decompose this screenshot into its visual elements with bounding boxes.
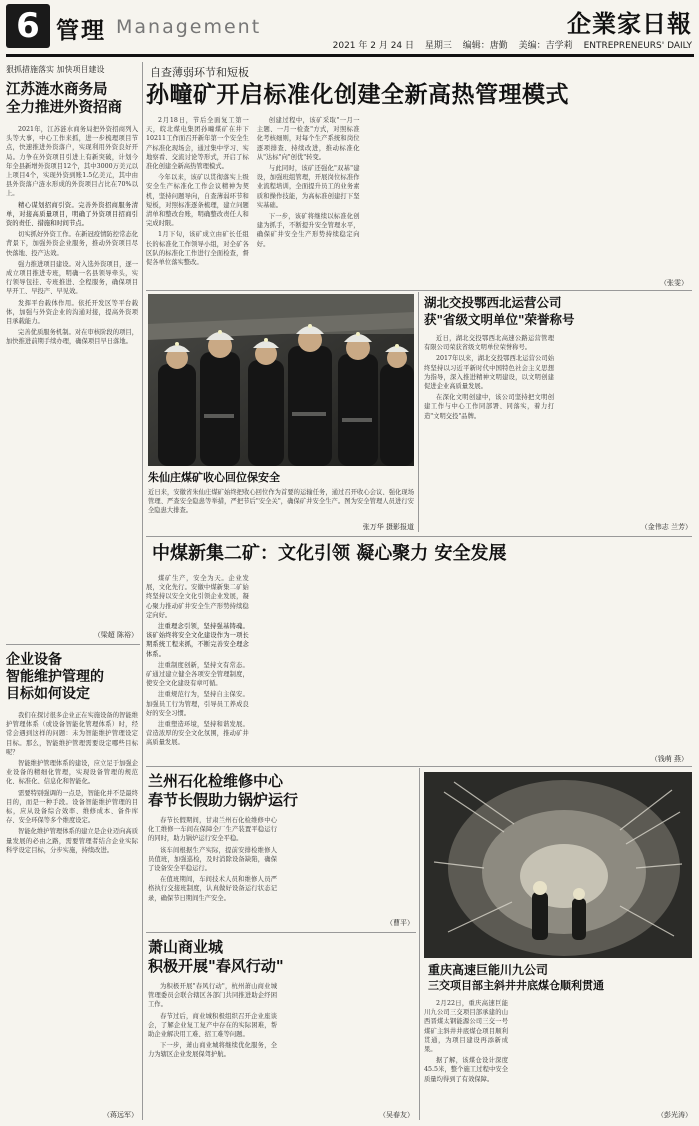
article-xiaoshan	[148, 938, 414, 1120]
paragraph: 切实抓好外资工作。在新冠疫情防控常态化背景下，加强外资企业服务，推动外资项目尽快落地、投产达效。	[6, 231, 138, 257]
section-title: 管理	[56, 18, 106, 44]
caption-text: 近日来，安徽省朱仙庄煤矿始终把收心回位作为首要的运输任务，通过召开收心会议、强化现场管理、严查安全隐患等举措，严把节后"安全关"，确保矿井安全生产。图为安全管理人员进行安全隐患大排查。	[148, 489, 414, 514]
column-divider	[418, 292, 419, 532]
article-headline: 湖北交投鄂西北运营公司	[424, 295, 562, 310]
paragraph: 下一步，该矿将继续以标准化创建为抓手，不断提升安全管理水平，确保矿井安全生产形势持续稳定向好。	[256, 213, 360, 248]
article-byline: （吴春友）	[379, 1111, 414, 1119]
article-headline: 兰州石化检维修中心	[148, 772, 284, 790]
article-body	[146, 574, 692, 750]
column-divider	[419, 768, 420, 1120]
article-byline: （彭光涛）	[657, 1111, 692, 1119]
paragraph: 2月18日，节后全面复工第一天，皖北煤电集团孙疃煤矿在井下10211工作面召开新年第一个安全生产标准化现场会，通过集中学习、实地察看、交流讨论等形式，开启了标准化创建全新高热管理模式。	[146, 117, 249, 171]
article-body	[146, 116, 692, 282]
paragraph: 在深化文明创建中，该公司坚持把文明创建工作与中心工作同部署、同落实，着力打造"文明交投"品牌。	[424, 394, 554, 420]
article-headline: 企业设备	[6, 652, 62, 668]
tunnel-photo	[424, 772, 692, 958]
article-headline: 江苏涟水商务局	[6, 82, 108, 98]
article-equipment	[6, 652, 138, 1120]
masthead-rule	[6, 54, 694, 57]
editor-credit: 编辑：唐勤	[462, 41, 508, 51]
article-byline: （钱萌 燕）	[650, 755, 688, 763]
article-body	[6, 125, 138, 625]
article-lanzhou	[148, 772, 414, 928]
article-headline: 中煤新集二矿：文化引领 凝心聚力 安全发展	[152, 543, 507, 564]
article-body	[148, 982, 414, 1110]
article-divider	[146, 766, 692, 767]
page-number-badge: 6	[6, 4, 50, 48]
article-kicker: 自查薄弱环节和短板	[150, 66, 249, 79]
article-divider	[146, 536, 692, 537]
paragraph: 春节长假期间，甘肃兰州石化检维修中心化工维修一车间在保障全厂生产装置平稳运行的同时，助力锅炉运行安全平稳。	[148, 817, 277, 843]
paragraph: 发挥平台载体作用。依托开发区等平台载体，加强与外资企业的沟通对接，提高外资项目承载能力。	[6, 299, 138, 326]
article-byline: （金伟志 兰芳）	[640, 523, 692, 531]
article-byline: （张雯）	[660, 279, 688, 287]
column-divider	[142, 62, 143, 1120]
issue-date: 2021 年 2 月 24 日	[332, 41, 415, 51]
paragraph: 与此同时，该矿还强化"双基"建设，加强班组管理，开展岗位标准作业流程培训，全面提升员工的业务素质和操作技能，为高标准创建打下坚实基础。	[256, 165, 360, 209]
article-byline: （蒋远军）	[103, 1111, 138, 1119]
article-divider	[6, 644, 140, 645]
paper-name-en: ENTREPRENEURS' DAILY	[583, 41, 692, 51]
paragraph: 2017年以来，湖北交投鄂西北运营公司始终坚持以习近平新时代中国特色社会主义思想为指导，深入推进精神文明建设，以文明创建促进企业高质量发展。	[424, 355, 554, 391]
article-lianshui	[6, 64, 138, 640]
paragraph: 春节过后，商业城积极组织召开企业座谈会，了解企业复工复产中存在的实际困难，帮助企业解决用工难、招工难等问题。	[148, 1012, 277, 1039]
miners-photo	[148, 294, 414, 466]
article-headline: 目标如何设定	[6, 686, 90, 702]
photo-caption	[148, 470, 414, 532]
article-kicker: 狠抓措施落实 加快项目建设	[6, 65, 105, 74]
article-body	[148, 816, 414, 920]
paragraph: 煤矿生产，安全为天。企业发展，文化先行。安徽中煤新集二矿始终坚持以安全文化引领企业发展，凝心聚力推动矿井安全生产形势持续稳定向好。	[146, 575, 249, 619]
article-byline: （曹平）	[386, 919, 414, 927]
paragraph: 2021年，江苏涟水商务局把外资招商列入头等大事，中心工作来抓，进一步梳理项目节点，快速推进外资落户，实现利用外资良好开局。力争在外资项目引进上有新突破，计划今年全县新增外资项目12个，其中3000万美元以上项目4个，实现外资到账1.5亿美元，其中由县外资落户涟水形成的外资项目占比在70%以上。	[6, 126, 138, 198]
article-headline: 春节长假助力锅炉运行	[148, 791, 299, 809]
paragraph: 我们在探讨很多企业正在实施设备的智能维护管理体系（或设备智能化管理体系）时，经常会遇到这样的问题：未为智能维护管理设定目标。那么，智能维护管理需要设定哪些目标呢？	[6, 712, 138, 756]
miners-photo-image	[148, 294, 414, 466]
paragraph: 2月22日，重庆高速巨能川九公司三交项目部承建的山西晋煤太钢能源公司三交一号煤矿主斜井井底煤仓项目顺利贯通，为项目建设再添新成果。	[424, 1000, 508, 1054]
article-body	[6, 711, 138, 1106]
caption-byline: 张万华 摄影报道	[362, 523, 414, 531]
article-headline: 智能维护管理的	[6, 669, 104, 685]
caption-title: 朱仙庄煤矿收心回位保安全	[148, 471, 280, 484]
paragraph: 创建过程中，该矿采取"一月一主题、一月一检查"方式，对照标准化考核细则，对每个生产系统和岗位逐项排查、持续改进，推动标准化从"达标"向"创优"转变。	[256, 117, 360, 161]
article-headline: 三交项目部主斜井井底煤仓顺利贯通	[428, 979, 604, 992]
article-byline: （梁超 陈裕）	[93, 631, 138, 639]
article-body	[424, 334, 692, 514]
paragraph: 强力推进项目建设。对入选外资项目，逐一成立项目推进专班，明确一名县领导牵头，实行领导包挂、专班推进、全程服务，确保项目早开工、早投产、早见效。	[6, 260, 138, 296]
paragraph: 注重塑造环境，坚持和谐发展。营造浓厚的安全文化氛围，推动矿井高质量发展。	[146, 721, 249, 747]
paragraph: 在值班期间，车间技术人员和维修人员严格执行交接班制度，认真做好设备运行状态记录，确保节日期间生产安全。	[148, 876, 277, 902]
paragraph: 为积极开展"春风行动"，杭州萧山商业城管理委员会联合辖区各部门共同推进助企纾困工作。	[148, 983, 277, 1009]
masthead	[6, 4, 694, 52]
paragraph: 智能化维护管理体系的建立是企业迈向高质量发展的必由之路，需要管理者结合企业实际科学设定目标，分步实施，持续改进。	[6, 828, 138, 854]
article-headline: 孙疃矿开启标准化创建全新高热管理模式	[146, 82, 569, 108]
paragraph: 精心谋划招商引资。完善外资招商服务清单，对接高质量项目，明确了外资项目招商引资的责任、措施和时间节点。	[6, 201, 138, 228]
paragraph: 注重规范行为，坚持自主保安。加强员工行为管理，引导员工养成良好的安全习惯。	[146, 691, 249, 717]
article-headline: 重庆高速巨能川九公司	[428, 963, 549, 977]
paragraph: 注重制度创新，坚持文有常态。矿通过建立健全各项安全管理制度，使安全文化建设有章可循。	[146, 661, 249, 688]
paper-logo: 企業家日報	[567, 9, 692, 38]
paragraph: 注重理念引领，坚持强基铸魂。该矿始终将安全文化建设作为一项长期系统工程来抓，不断完善安全理念体系。	[146, 623, 249, 658]
article-hubei	[424, 294, 692, 532]
article-divider	[146, 932, 416, 933]
paragraph: 1月下旬，该矿成立由矿长任组长的标准化工作领导小组，对全矿各区队的标准化工作进行全面检查，督促各单位落实整改。	[146, 231, 249, 267]
article-divider	[146, 290, 692, 291]
paragraph: 据了解，该煤仓设计深度45.5米，整个施工过程中安全质量均得到了有效保障。	[424, 1057, 508, 1083]
paragraph: 下一步，萧山商业城将继续优化服务，全力为辖区企业发展保驾护航。	[148, 1042, 277, 1059]
paragraph: 今年以来，该矿以贯彻落实上级安全生产标准化工作会议精神为契机，坚持问题导向，自查薄弱环节和短板，对照标准逐条梳理，建立问题清单和整改台账，明确整改责任人和完成时限。	[146, 174, 249, 228]
article-headline: 全力推进外资招商	[6, 100, 122, 116]
paragraph: 智能维护管理体系的建设，应立足于加强企业设备的精细化管理，实现设备管理的规范化、标准化、信息化和智能化。	[6, 760, 138, 786]
tunnel-photo-image	[424, 772, 692, 958]
article-headline: 获"省级文明单位"荣誉称号	[424, 312, 575, 327]
designer-credit: 美编：吉学莉	[518, 41, 573, 51]
article-headline: 萧山商业城	[148, 938, 224, 956]
article-headline: 积极开展"春风行动"	[148, 957, 284, 975]
article-chongqing	[424, 962, 692, 1120]
paragraph: 完善优质服务机制。对在审核阶段的项目，加快推进前期手续办理，确保项目早日落地。	[6, 329, 138, 346]
paragraph: 该车间根据生产实际，提前安排检维修人员值班，加强巡检，及时消除设备缺陷，确保了设备安全平稳运行。	[148, 846, 277, 873]
paragraph: 需要特别强调的一点是，智能化并不是最终目的，而是一种手段。设备智能维护管理的目标，应从设备综合效率、维修成本、备件库存、安全环保等多个维度设定。	[6, 789, 138, 825]
article-body	[424, 999, 692, 1109]
article-zhongmei	[146, 542, 692, 764]
article-suntuan	[146, 64, 692, 288]
date-line	[325, 38, 692, 51]
issue-weekday: 星期三	[424, 41, 452, 51]
section-title-en: Management	[116, 16, 262, 38]
paragraph: 近日，湖北交投鄂西北高速公路运营管理有限公司荣获省级文明单位荣誉称号。	[424, 335, 554, 352]
